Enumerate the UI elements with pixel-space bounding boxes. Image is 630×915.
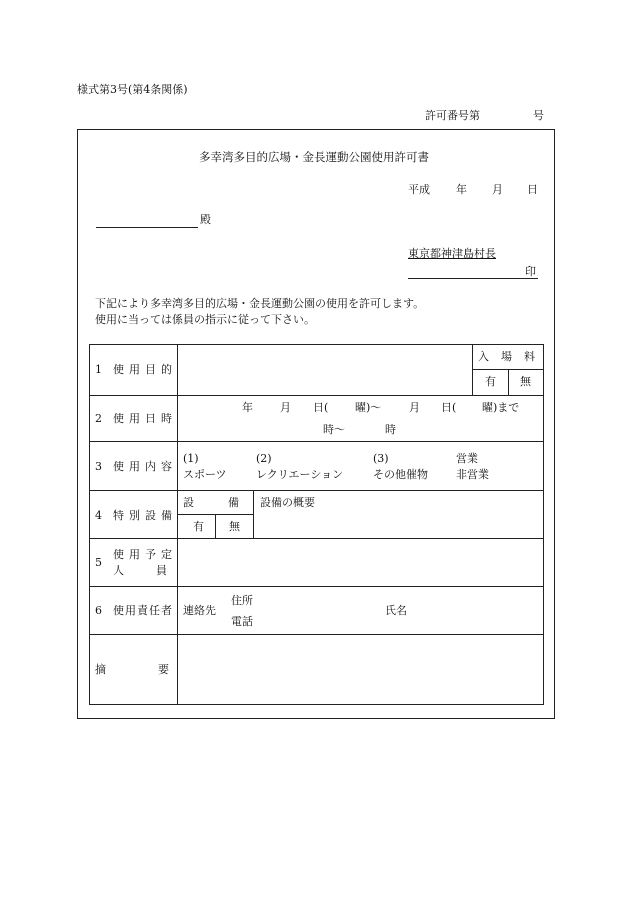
fee-yes-no-divider	[508, 369, 509, 395]
table-label-divider	[177, 344, 178, 704]
table-rule-bottom	[89, 704, 544, 705]
entry-fee-no: 無	[520, 375, 531, 388]
use-option1-number: (1)	[183, 452, 199, 465]
table-rule	[89, 538, 544, 539]
table-rule	[89, 586, 544, 587]
table-rule-right	[543, 344, 544, 704]
row1-label	[113, 363, 177, 376]
form-number: 様式第3号(第4条関係)	[77, 83, 188, 96]
table-rule-left	[89, 344, 90, 704]
equipment-overview-label: 設備の概要	[260, 496, 315, 509]
use-option3-number: (3)	[373, 452, 389, 465]
use-date-end-month: 月	[409, 401, 420, 414]
table-rule-top	[89, 344, 544, 345]
addressee-underline	[96, 227, 198, 228]
entry-fee-label: 入場料	[478, 350, 547, 363]
date-month-label: 月	[492, 183, 503, 196]
name-label: 氏名	[385, 604, 407, 617]
date-day-label: 日	[527, 183, 538, 196]
phone-label: 電話	[231, 615, 253, 628]
equipment-no: 無	[229, 520, 240, 533]
equipment-yes: 有	[193, 520, 204, 533]
equipment-label: 設備	[183, 496, 273, 509]
row5-label-line2: 人員	[113, 564, 199, 577]
entry-fee-yes: 有	[485, 375, 496, 388]
row4-number: 4	[95, 509, 102, 522]
row2-number: 2	[95, 412, 102, 425]
row2-label: 使用日時	[113, 412, 177, 425]
remarks-label: 摘要	[95, 663, 221, 676]
use-date-year: 年	[242, 401, 253, 414]
table-rule	[89, 634, 544, 635]
use-time-from: 時〜	[323, 423, 345, 436]
use-time-to: 時	[385, 423, 396, 436]
document-title: 多幸湾多目的広場・金長運動公園使用許可書	[199, 150, 429, 164]
row3-label: 使用内容	[113, 460, 177, 473]
issuer-signature-line	[408, 278, 538, 279]
row5-label-line1: 使用予定	[113, 548, 177, 561]
use-option2-number: (2)	[256, 452, 272, 465]
use-date-end-day-open: 日(	[441, 401, 457, 414]
row3-number: 3	[95, 460, 102, 473]
use-date-dow-to: 曜)〜	[355, 401, 382, 414]
addressee-suffix: 殿	[200, 213, 211, 226]
business-label: 営業	[456, 452, 478, 465]
date-era: 平成	[408, 183, 430, 196]
date-year-label: 年	[456, 183, 467, 196]
row5-number: 5	[95, 556, 102, 569]
use-date-month: 月	[280, 401, 291, 414]
seal-mark: 印	[525, 265, 536, 278]
permit-number-suffix: 号	[533, 109, 544, 122]
equip-yes-no-divider	[215, 514, 216, 538]
row1-label-text: 使用目的	[113, 363, 177, 376]
use-date-dow-until: 曜)まで	[482, 401, 520, 414]
table-rule	[89, 395, 544, 396]
use-option1-sports: スポーツ	[183, 468, 227, 481]
use-option3-other-event: その他催物	[373, 468, 428, 481]
use-date-day-open: 日(	[313, 401, 329, 414]
row1-number: 1	[95, 363, 102, 376]
non-business-label: 非営業	[456, 468, 489, 481]
address-label: 住所	[231, 594, 253, 607]
table-rule	[89, 490, 544, 491]
row6-label: 使用責任者	[113, 604, 173, 617]
contact-label: 連絡先	[183, 604, 216, 617]
use-option2-recreation: レクリエーション	[256, 468, 344, 481]
body-text-line2: 使用に当っては係員の指示に従って下さい。	[95, 313, 315, 326]
body-text-line1: 下記により多幸湾多目的広場・金長運動公園の使用を許可します。	[95, 297, 425, 310]
table-rule	[89, 441, 544, 442]
row4-label: 特別設備	[113, 509, 177, 522]
row6-number: 6	[95, 604, 102, 617]
issuer: 東京都神津島村長	[408, 247, 496, 260]
permit-number-prefix: 許可番号第	[425, 109, 480, 122]
